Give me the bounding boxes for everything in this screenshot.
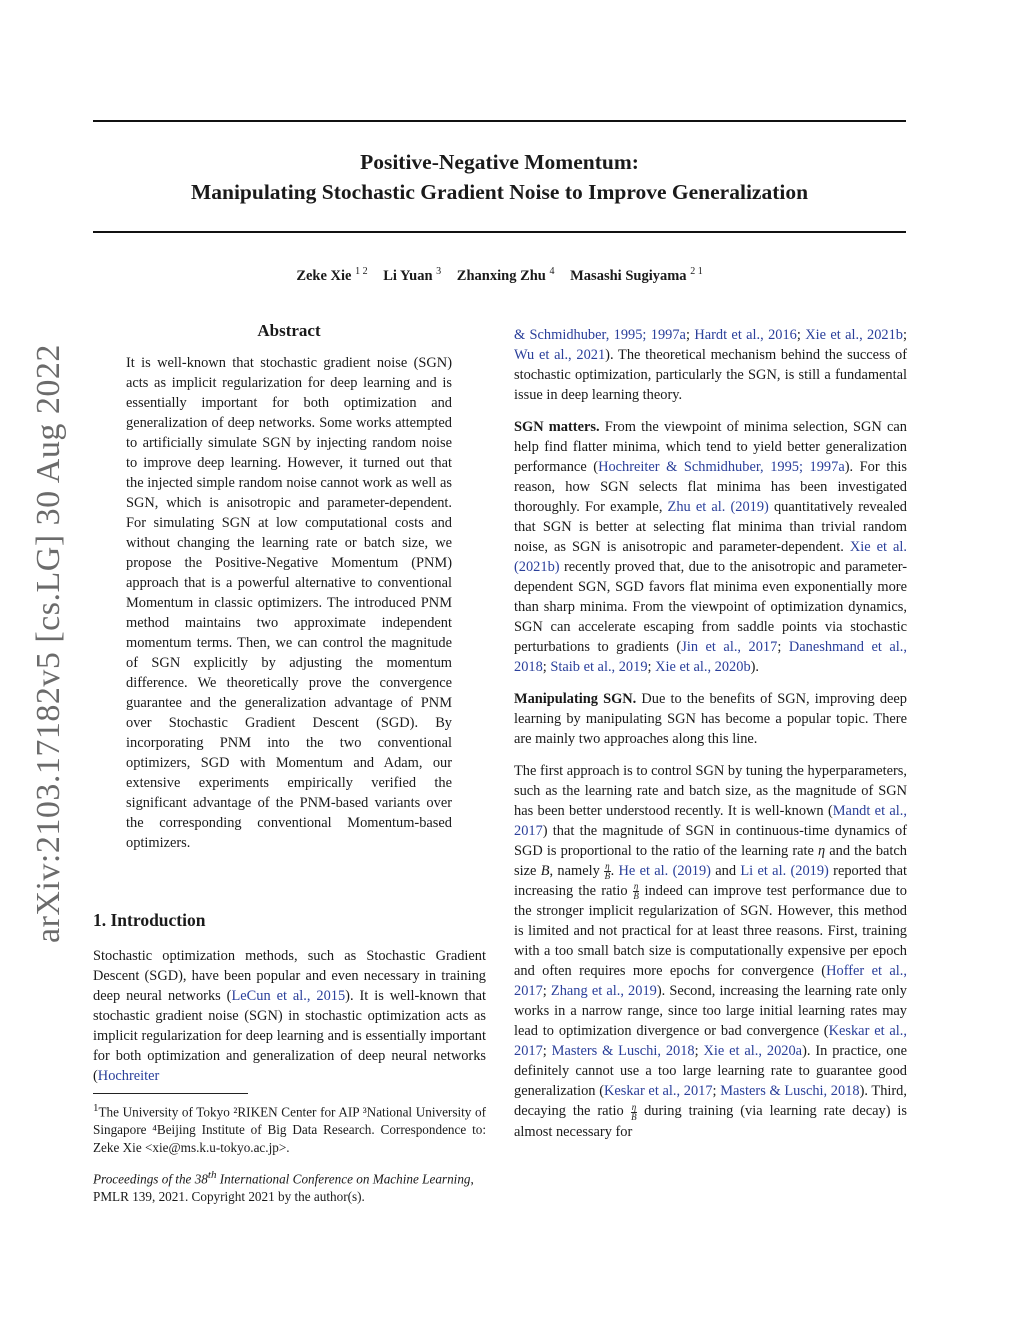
- paper-title-line-1: Positive-Negative Momentum:: [360, 150, 639, 174]
- citation-link[interactable]: Keskar et al., 2017: [514, 1023, 907, 1060]
- citation-link[interactable]: Xie et al., 2021b: [805, 327, 903, 343]
- author: Zhanxing Zhu $^4$: [456, 266, 555, 284]
- author: Zeke Xie $^{1 2}$: [296, 266, 368, 284]
- right-column: [514, 325, 907, 1154]
- citation-link[interactable]: Hardt et al., 2016: [694, 327, 797, 343]
- math-batch-size: B: [540, 863, 550, 879]
- math-fraction: $\frac{\eta}{B}$: [633, 881, 639, 902]
- citation-link[interactable]: He et al. (2019): [618, 863, 711, 879]
- abstract-text: It is well-known that stochastic gradient noise (SGN) acts as implicit regularization for deep learning and is essentially important for both optimization and generalization of deep networks. Some works attempted to artificially simulate SGN by injecting random noise to improve deep learning. However, it turned out that the injected simple random noise cannot work as well as SGN, which is anisotropic and parameter-dependent. For simulating SGN at low computational costs and without changing the learning rate or batch size, we propose the Positive-Negative Momentum (PNM) approach that is a powerful alternative to conventional Momentum in classic optimizers. The introduced PNM method maintains two approximate independent momentum terms. Then, we can control the magnitude of SGN explicitly by adjusting the momentum difference. We theoretically prove the convergence guarantee and the generalization advantage of PNM over Stochastic Gradient Descent (SGD). By incorporating PNM into the two conventional optimizers, SGD with Momentum and Adam, our extensive experiments empirically verified the significant advantage of the PNM-based variants over the corresponding conventional Momentum-based optimizers.: [126, 355, 452, 851]
- citation-link[interactable]: Jin et al., 2017: [681, 639, 778, 655]
- paragraph-manipulating-sgn: Manipulating SGN. Due to the benefits of SGN, improving deep learning by manipulating SGN has become a popular topic. There are mainly two approaches along this line.: [514, 691, 907, 747]
- author-list: [93, 266, 906, 285]
- citation-link[interactable]: Zhu et al. (2019): [667, 499, 769, 515]
- citation-link[interactable]: Xie et al., 2020a: [703, 1043, 803, 1060]
- math-eta: η: [818, 843, 826, 859]
- paragraph-lead: SGN matters.: [514, 419, 600, 435]
- introduction-paragraph: Stochastic optimization methods, such as Stochastic Gradient Descent (SGD), have been popular and even necessary in training deep neural networks (LeCun et al., 2015). It is well-known that stochastic gradient noise (SGN) in stochastic optimization acts as implicit regularization for deep learning and is essentially important for both optimization and generalization of deep neural networks (Hochreiter: [93, 948, 486, 1084]
- math-fraction: $\frac{\eta}{B}$: [631, 1101, 637, 1122]
- citation-link[interactable]: Staib et al., 2019: [550, 659, 648, 675]
- citation-link[interactable]: Li et al. (2019): [740, 863, 829, 879]
- paragraph-first-approach: The first approach is to control SGN by tuning the hyperparameters, such as the learning rate and batch size, as the magnitude of SGN has been better understood recently. It is well-known (Mandt et al., 2017) that the magnitude of SGN in continuous-time dynamics of SGD is proportional to the ratio of the learning rate η and the batch size B, namely $\frac{\eta}{B}$ . He et al. (2019) and Li et al. (2019) reported that increasing the ratio $\frac{\eta}{B}$ indeed can improve test performance due to the stronger implicit regularization of SGN. However, this method is limited and not practical for at least three reasons. First, training with a too small batch size is computationally expensive per epoch and often requires more epochs for convergence (Hoffer et al., 2017; Zhang et al., 2019). Second, increasing the learning rate only works in a narrow range, since too large initial learning rates may lead to optimization divergence or bad convergence (Keskar et al., 2017; Masters & Luschi, 2018; Xie et al., 2020a). In practice, one definitely cannot use a too large learning rate to guarantee good generalization (Keskar et al., 2017; Masters & Luschi, 2018). Third, decaying the ratio $\frac{\eta}{B}$ during training (via learning rate decay) is almost necessary for: [514, 763, 908, 1140]
- paragraph-sgn-matters: SGN matters. From the viewpoint of minima selection, SGN can help find flatter minima, which tend to yield better generalization performance (Hochreiter & Schmidhuber, 1995; 1997a). For this reason, how SGN selects flat minima has been investigated thoroughly. For example, Zhu et al. (2019) quantitatively revealed that SGN is better at selecting flat minima than trivial random noise, as SGN is anisotropic and parameter-dependent. Xie et al. (2021b) recently proved that, due to the anisotropic and parameter-dependent SGN, SGD favors flat minima even exponentially more than sharp minima. From the viewpoint of optimization dynamics, SGN can accelerate escaping from saddle points via stochastic perturbations to gradients (Jin et al., 2017; Daneshmand et al., 2018; Staib et al., 2019; Xie et al., 2020b).: [514, 419, 907, 675]
- abstract-heading: Abstract: [257, 321, 321, 340]
- proceedings-note: Proceedings of the 38th International Conference on Machine Learning, PMLR 139, 2021. Copyright 2021 by the author(s).: [93, 1169, 474, 1205]
- paper-title-line-2: Manipulating Stochastic Gradient Noise to Improve Generalization: [190, 180, 809, 204]
- citation-link[interactable]: LeCun et al., 2015: [231, 988, 346, 1004]
- citation-link[interactable]: & Schmidhuber, 1995; 1997a: [514, 327, 686, 343]
- paragraph: & Schmidhuber, 1995; 1997a; Hardt et al., 2016; Xie et al., 2021b; Wu et al., 2021). The theoretical mechanism behind the success of stochastic optimization, particularly the SGN, is still a fundamental issue in deep learning theory.: [514, 327, 907, 403]
- paragraph-lead: Manipulating SGN.: [514, 691, 637, 707]
- citation-link[interactable]: Masters & Luschi, 2018: [551, 1043, 695, 1060]
- author: Masashi Sugiyama $^{2 1}$: [570, 266, 703, 284]
- affiliation-footnote: $^1$The University of Tokyo ²RIKEN Center for AIP ³National University of Singapore ⁴Beijing Institute of Big Data Research. Correspondence to: Zeke Xie <xie@ms.k.u-tokyo.ac.jp>.: [93, 1102, 486, 1156]
- footnote-rule: [93, 1093, 248, 1094]
- arxiv-side-label: arXiv:2103.17182v5 [cs.LG] 30 Aug 2022: [30, 344, 67, 943]
- citation-link[interactable]: Wu et al., 2021: [514, 347, 606, 363]
- author: Li Yuan $^3$: [383, 266, 442, 284]
- citation-link[interactable]: Masters & Luschi, 2018: [720, 1083, 860, 1100]
- citation-link[interactable]: Mandt et al., 2017: [514, 803, 907, 839]
- citation-link[interactable]: Xie et al. (2021b): [514, 539, 907, 575]
- section-heading-introduction: 1. Introduction: [93, 910, 206, 930]
- citation-link[interactable]: Xie et al., 2020b: [655, 659, 751, 675]
- citation-link[interactable]: Zhang et al., 2019: [550, 983, 657, 1000]
- citation-link[interactable]: Hochreiter: [97, 1068, 160, 1084]
- citation-link[interactable]: Keskar et al., 2017: [603, 1083, 713, 1100]
- math-fraction: $\frac{\eta}{B}$: [604, 861, 611, 882]
- title-rule-bottom: [93, 231, 906, 233]
- citation-link[interactable]: Daneshmand et al., 2018: [514, 639, 907, 675]
- title-rule-top: [93, 120, 906, 122]
- citation-link[interactable]: Hochreiter & Schmidhuber, 1995; 1997a: [598, 459, 845, 475]
- citation-link[interactable]: Hoffer et al., 2017: [514, 963, 907, 1000]
